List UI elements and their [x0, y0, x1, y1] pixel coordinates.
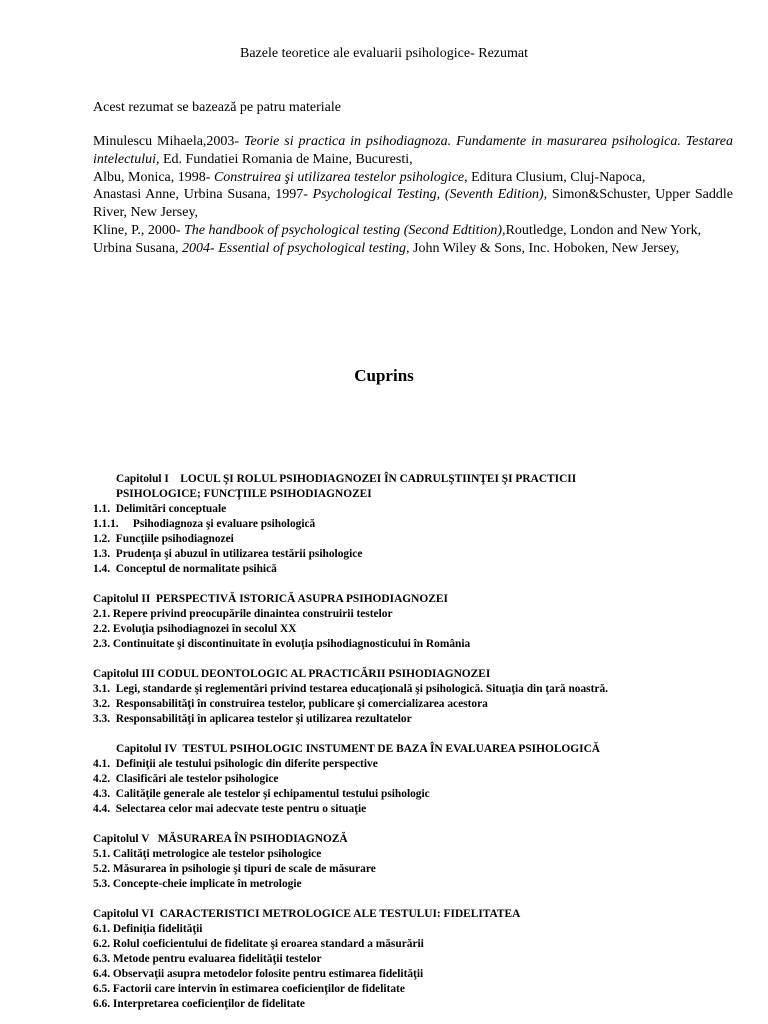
- chapter-heading: Capitolul VI CARACTERISTICI METROLOGICE ALE TESTULUI: FIDELITATEA: [93, 908, 521, 920]
- toc-item: 1.1.1. Psihodiagnoza şi evaluare psihologică: [93, 518, 316, 530]
- toc-item: 5.1. Calităţi metrologice ale testelor psihologice: [93, 848, 322, 860]
- chapter-3: [93, 667, 753, 682]
- reference-entry: Minulescu Mihaela,2003- Teorie si practica in psihodiagnoza. Fundamente in masurarea psihologica. Testarea intelectului, Ed. Fundatiei Romania de Maine, Bucuresti,: [93, 134, 733, 167]
- reference-entry: Albu, Monica, 1998- Construirea şi utilizarea testelor psihologice, Editura Clusium, Cluj-Napoca,: [93, 169, 646, 185]
- chapter-5: [93, 832, 753, 847]
- chapter-heading-cont: PSIHOLOGICE; FUNCŢIILE PSIHODIAGNOZEI: [116, 488, 372, 500]
- chapter-heading: Capitolul IV TESTUL PSIHOLOGIC INSTUMENT DE BAZA ÎN EVALUAREA PSIHOLOGICĂ: [116, 743, 601, 755]
- references-list: [93, 133, 733, 258]
- intro-text: Acest rezumat se bazează pe patru materiale: [93, 100, 341, 115]
- toc-item: 1.2. Funcţiile psihodiagnozei: [93, 533, 234, 545]
- chapter-heading: Capitolul V MĂSURAREA ÎN PSIHODIAGNOZĂ: [93, 833, 348, 845]
- toc-item: 1.3. Prudenţa şi abuzul în utilizarea testării psihologice: [93, 548, 363, 560]
- toc-item: 5.3. Concepte-cheie implicate în metrologie: [93, 878, 302, 890]
- toc-item: 6.6. Interpretarea coeficienţilor de fidelitate: [93, 998, 305, 1010]
- toc-item: 5.2. Măsurarea în psihologie şi tipuri de scale de măsurare: [93, 863, 376, 875]
- reference-entry: Urbina Susana, 2004- Essential of psychological testing, John Wiley & Sons, Inc. Hoboken, New Jersey,: [93, 240, 680, 256]
- reference-entry: Anastasi Anne, Urbina Susana, 1997- Psychological Testing, (Seventh Edition), Simon&Schuster, Upper Saddle River, New Jersey,: [93, 187, 734, 221]
- toc-item: 4.1. Definiţii ale testului psihologic din diferite perspective: [93, 758, 378, 770]
- toc-item: 2.1. Repere privind preocupările dinaintea construirii testelor: [93, 608, 393, 620]
- toc-item: 6.2. Rolul coeficientului de fidelitate şi eroarea standard a măsurării: [93, 938, 424, 950]
- toc-item: 4.3. Calităţile generale ale testelor şi echipamentul testului psihologic: [93, 788, 430, 800]
- toc-item: 2.3. Continuitate şi discontinuitate în evoluţia psihodiagnosticului în România: [93, 638, 471, 650]
- toc-item: 1.4. Conceptul de normalitate psihică: [93, 563, 277, 575]
- chapter-4: [93, 742, 753, 757]
- toc-item: 6.1. Definiţia fidelităţii: [93, 923, 203, 935]
- contents-heading: Cuprins: [354, 366, 414, 385]
- toc-item: 4.2. Clasificări ale testelor psihologice: [93, 773, 279, 785]
- toc-item: 6.4. Observaţii asupra metodelor folosite pentru estimarea fidelităţii: [93, 968, 424, 980]
- toc-item: 2.2. Evoluţia psihodiagnozei în secolul XX: [93, 623, 297, 635]
- reference-entry: Kline, P., 2000- The handbook of psychological testing (Second Edtition),Routledge, London and New York,: [93, 222, 702, 238]
- toc-item: 4.4. Selectarea celor mai adecvate teste pentru o situaţie: [93, 803, 367, 815]
- toc-item: 3.1. Legi, standarde şi reglementări privind testarea educaţională şi psihologică. Situaţia din ţară noastră.: [93, 683, 609, 695]
- chapter-heading: Capitolul III CODUL DEONTOLOGIC AL PRACTICĂRII PSIHODIAGNOZEI: [93, 668, 491, 680]
- toc-item: 6.5. Factorii care intervin în estimarea coeficienţilor de fidelitate: [93, 983, 405, 995]
- chapter-6: [93, 907, 753, 922]
- toc-item: 6.3. Metode pentru evaluarea fidelităţii testelor: [93, 953, 322, 965]
- chapter-1: [93, 472, 753, 502]
- document-title: Bazele teoretice ale evaluarii psihologice- Rezumat: [239, 46, 529, 61]
- toc-item: 3.3. Responsabilităţi în aplicarea testelor şi utilizarea rezultatelor: [93, 713, 412, 725]
- chapter-2: [93, 592, 753, 607]
- toc-item: 3.2. Responsabilităţi în construirea testelor, publicare şi comercializarea acestora: [93, 698, 488, 710]
- toc-item: 1.1. Delimitări conceptuale: [93, 503, 227, 515]
- table-of-contents: [93, 472, 753, 1012]
- chapter-heading: Capitolul II PERSPECTIVĂ ISTORICĂ ASUPRA PSIHODIAGNOZEI: [93, 593, 448, 605]
- chapter-heading: Capitolul I LOCUL ŞI ROLUL PSIHODIAGNOZEI ÎN CADRULŞTIINŢEI ŞI PRACTICII: [116, 473, 577, 485]
